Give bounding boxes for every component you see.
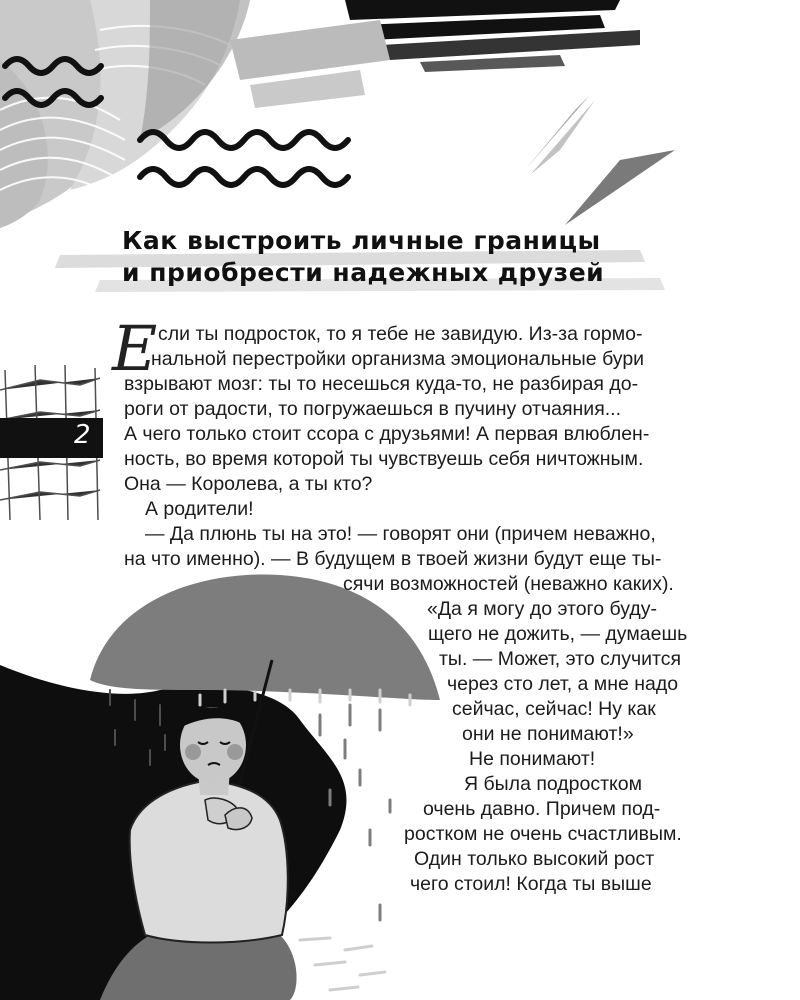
- text-line: чего стоил! Когда ты выше: [410, 873, 652, 895]
- text-line: А родители!: [145, 498, 254, 520]
- text-line: взрывают мозг: ты то несешься куда-то, не разбирая до-: [124, 373, 639, 395]
- page-number: 2: [74, 420, 91, 450]
- text-line: Не понимают!: [469, 748, 596, 770]
- text-line: сячи возможностей (неважно каких).: [343, 573, 674, 595]
- triangle-decoration: [525, 95, 590, 170]
- text-line: сли ты подросток, то я тебе не завидую. Из-за гормо-: [158, 323, 643, 345]
- text-line: щего не дожить, — думаешь: [428, 623, 688, 645]
- text-line: ты. — Может, это случится: [439, 648, 682, 670]
- heading-line-1: Как выстроить личные границы: [122, 226, 601, 255]
- text-line: ростком не очень счастливым.: [404, 823, 682, 845]
- drop-cap: Е: [112, 312, 158, 385]
- text-line: Я была подростком: [464, 773, 643, 795]
- text-line: Один только высокий рост: [414, 848, 655, 870]
- text-line: они не понимают!»: [462, 723, 634, 745]
- text-line: А чего только стоит ссора с друзьями! А первая влюблен-: [124, 423, 650, 445]
- text-line: «Да я могу до этого буду-: [427, 598, 657, 620]
- text-line: через сто лет, а мне надо: [447, 673, 679, 695]
- chapter-heading: [60, 222, 660, 292]
- text-line: ность, во время которой ты чувствуешь себя ничтожным.: [124, 448, 644, 470]
- brush-strokes: [345, 0, 640, 72]
- text-line: сейчас, сейчас! Ну как: [452, 698, 656, 720]
- text-line: роги от радости, то погружаешься в пучину отчаяния...: [124, 398, 622, 420]
- text-line: на что именно). — В будущем в твоей жизни будут еще ты-: [124, 548, 662, 570]
- heading-line-2: и приобрести надежных друзей: [122, 258, 605, 287]
- girl-illustration: [0, 574, 440, 1000]
- text-line: очень давно. Причем под-: [423, 798, 661, 820]
- text-line: — Да плюнь ты на это! — говорят они (причем неважно,: [145, 523, 656, 545]
- text-line: Она — Королева, а ты кто?: [124, 473, 373, 495]
- text-line: нальной перестройки организма эмоциональные бури: [151, 348, 645, 370]
